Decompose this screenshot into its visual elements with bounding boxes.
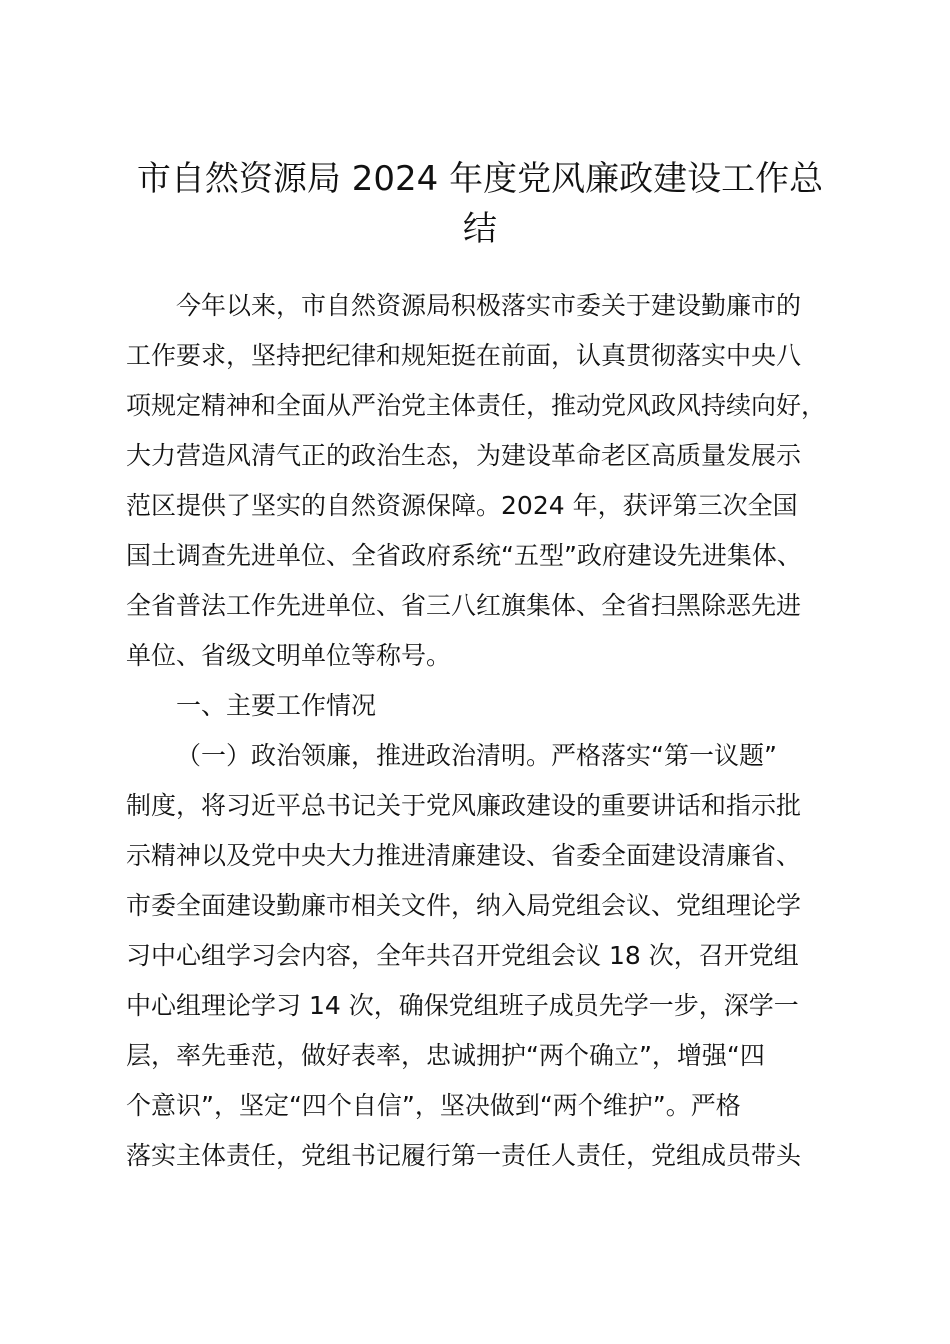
paragraph-intro-line-3: 项规定精神和全面从严治党主体责任，推动党风政风持续向好， xyxy=(126,391,827,420)
paragraph-intro-line-6: 国土调查先进单位、全省政府系统“五型”政府建设先进集体、 xyxy=(126,541,802,570)
paragraph-section1-line-4: 市委全面建设勤廉市相关文件，纳入局党组会议、党组理论学 xyxy=(126,891,802,920)
section-heading: 一、主要工作情况 xyxy=(176,691,377,720)
paragraph-intro-line-8: 单位、省级文明单位等称号。 xyxy=(126,641,452,670)
paragraph-section1-line-7: 层，率先垂范，做好表率，忠诚拥护“两个确立”，增强“四 xyxy=(126,1041,765,1070)
title-line-2: 结 xyxy=(463,209,497,249)
paragraph-intro-line-2: 工作要求，坚持把纪律和规矩挺在前面，认真贯彻落实中央八 xyxy=(126,341,802,370)
paragraph-intro-line-5: 范区提供了坚实的自然资源保障。2024 年，获评第三次全国 xyxy=(126,491,798,520)
paragraph-section1-line-1: （一）政治领廉，推进政治清明。严格落实“第一议题” xyxy=(176,741,777,770)
paragraph-section1-line-9: 落实主体责任，党组书记履行第一责任人责任，党组成员带头 xyxy=(126,1141,802,1170)
document-title xyxy=(120,154,840,254)
title-line-1: 市自然资源局 2024 年度党风廉政建设工作总 xyxy=(136,159,824,199)
paragraph-intro-line-7: 全省普法工作先进单位、省三八红旗集体、全省扫黑除恶先进 xyxy=(126,591,802,620)
paragraph-section1-line-5: 习中心组学习会内容，全年共召开党组会议 18 次，召开党组 xyxy=(126,941,799,970)
paragraph-section1-line-2: 制度，将习近平总书记关于党风廉政建设的重要讲话和指示批 xyxy=(126,791,802,820)
paragraph-section1-line-3: 示精神以及党中央大力推进清廉建设、省委全面建设清廉省、 xyxy=(126,841,802,870)
paragraph-intro-line-4: 大力营造风清气正的政治生态，为建设革命老区高质量发展示 xyxy=(126,441,802,470)
paragraph-section1-line-6: 中心组理论学习 14 次，确保党组班子成员先学一步，深学一 xyxy=(126,991,799,1020)
paragraph-section1-line-8: 个意识”，坚定“四个自信”，坚决做到“两个维护”。严格 xyxy=(126,1091,741,1120)
paragraph-intro-line-1: 今年以来，市自然资源局积极落实市委关于建设勤廉市的 xyxy=(176,291,802,320)
